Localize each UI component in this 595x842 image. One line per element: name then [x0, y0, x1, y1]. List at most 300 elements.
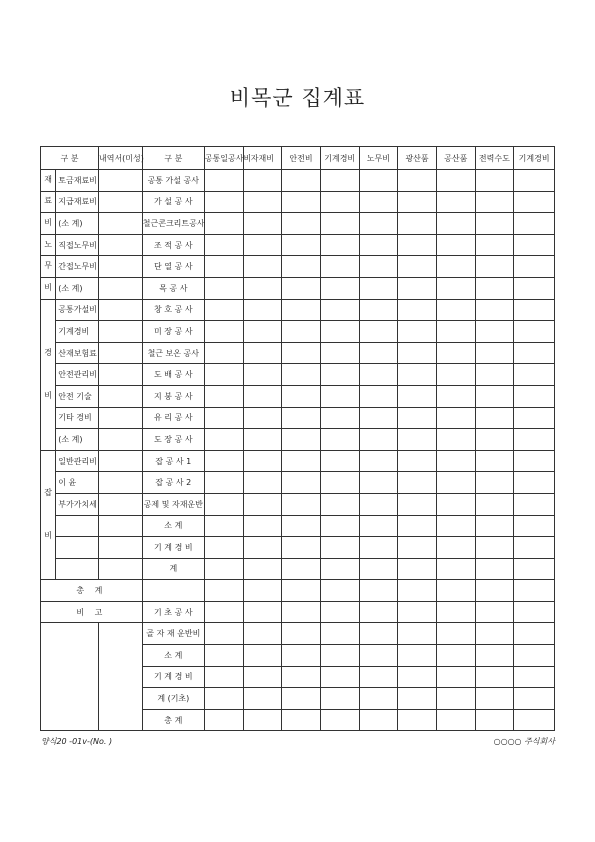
bigo-blank-mid	[99, 623, 143, 731]
value-cell	[204, 277, 243, 299]
group-char: 경	[44, 347, 52, 357]
left-item: (소 계)	[56, 429, 99, 451]
group-char: 비	[44, 390, 52, 400]
value-cell	[204, 407, 243, 429]
value-cell	[475, 472, 514, 494]
value-cell	[398, 234, 437, 256]
value-cell	[243, 299, 282, 321]
bigo-item: 총 계	[142, 709, 204, 731]
value-cell	[282, 277, 321, 299]
value-cell	[359, 580, 398, 602]
value-cell	[243, 450, 282, 472]
value-cell	[243, 623, 282, 645]
value-cell	[359, 321, 398, 343]
header-col: 자재비	[243, 147, 282, 170]
header-col: 광산품	[398, 147, 437, 170]
value-cell	[282, 601, 321, 623]
bigo-row	[41, 623, 555, 645]
left-item: 지급재료비	[56, 191, 99, 213]
table-row	[41, 299, 555, 321]
naeyeok-cell	[99, 277, 143, 299]
value-cell	[514, 666, 555, 688]
value-cell	[320, 429, 359, 451]
value-cell	[243, 170, 282, 192]
value-cell	[204, 688, 243, 710]
value-cell	[398, 277, 437, 299]
value-cell	[320, 688, 359, 710]
value-cell	[514, 213, 555, 235]
value-cell	[514, 709, 555, 731]
value-cell	[436, 364, 475, 386]
naeyeok-cell	[99, 364, 143, 386]
value-cell	[282, 299, 321, 321]
naeyeok-cell	[99, 493, 143, 515]
value-cell	[514, 407, 555, 429]
value-cell	[243, 558, 282, 580]
left-item: 안전관리비	[56, 364, 99, 386]
value-cell	[320, 213, 359, 235]
value-cell	[475, 493, 514, 515]
value-cell	[436, 645, 475, 667]
value-cell	[398, 666, 437, 688]
left-item: (소 계)	[56, 277, 99, 299]
value-cell	[514, 472, 555, 494]
value-cell	[436, 515, 475, 537]
left-item: 안전 기술	[56, 385, 99, 407]
value-cell	[359, 601, 398, 623]
value-cell	[204, 537, 243, 559]
value-cell	[359, 688, 398, 710]
value-cell	[282, 623, 321, 645]
value-cell	[398, 515, 437, 537]
right-item: 철근콘크리트공사	[142, 213, 204, 235]
value-cell	[243, 213, 282, 235]
bigo-item: 기 계 경 비	[142, 666, 204, 688]
value-cell	[243, 364, 282, 386]
value-cell	[398, 407, 437, 429]
value-cell	[320, 364, 359, 386]
value-cell	[359, 709, 398, 731]
value-cell	[243, 429, 282, 451]
value-cell	[359, 450, 398, 472]
page-title: 비목군 집계표	[229, 86, 366, 110]
header-col: 기계경비	[320, 147, 359, 170]
company-name: ○○○○ 주식회사	[493, 737, 555, 746]
value-cell	[204, 342, 243, 364]
value-cell	[282, 558, 321, 580]
table-row	[41, 213, 555, 235]
value-cell	[475, 342, 514, 364]
group-char: 비	[44, 531, 52, 540]
bigo-item: 계 (기초)	[142, 688, 204, 710]
table-row	[41, 277, 555, 299]
naeyeok-cell	[99, 558, 143, 580]
value-cell	[204, 515, 243, 537]
table-row	[41, 385, 555, 407]
group-label: 비	[41, 277, 56, 299]
value-cell	[398, 493, 437, 515]
naeyeok-cell	[99, 407, 143, 429]
naeyeok-cell	[99, 429, 143, 451]
value-cell	[282, 580, 321, 602]
naeyeok-cell	[99, 515, 143, 537]
right-item: 유 리 공 사	[142, 407, 204, 429]
value-cell	[243, 234, 282, 256]
value-cell	[475, 515, 514, 537]
value-cell	[320, 256, 359, 278]
value-cell	[204, 709, 243, 731]
value-cell	[436, 537, 475, 559]
group-char: 잡	[44, 488, 52, 498]
value-cell	[475, 299, 514, 321]
value-cell	[436, 256, 475, 278]
value-cell	[475, 234, 514, 256]
value-cell	[204, 321, 243, 343]
value-cell	[320, 580, 359, 602]
left-item: (소 계)	[56, 213, 99, 235]
naeyeok-cell	[99, 256, 143, 278]
value-cell	[475, 450, 514, 472]
value-cell	[282, 364, 321, 386]
table-row	[41, 170, 555, 192]
value-cell	[282, 493, 321, 515]
value-cell	[398, 688, 437, 710]
naeyeok-cell	[99, 170, 143, 192]
value-cell	[282, 407, 321, 429]
value-cell	[243, 580, 282, 602]
header-col: 기계경비	[514, 147, 555, 170]
value-cell	[243, 515, 282, 537]
left-item: 부가가치세	[56, 493, 99, 515]
value-cell	[475, 429, 514, 451]
value-cell	[436, 234, 475, 256]
value-cell	[398, 256, 437, 278]
value-cell	[204, 170, 243, 192]
value-cell	[204, 450, 243, 472]
value-cell	[359, 623, 398, 645]
header-col: 공산품	[436, 147, 475, 170]
value-cell	[320, 472, 359, 494]
table-row	[41, 472, 555, 494]
value-cell	[475, 256, 514, 278]
value-cell	[436, 299, 475, 321]
table-row	[41, 407, 555, 429]
value-cell	[282, 450, 321, 472]
value-cell	[436, 666, 475, 688]
value-cell	[243, 709, 282, 731]
value-cell	[243, 321, 282, 343]
bigo-label: 비 고	[41, 601, 143, 623]
value-cell	[475, 580, 514, 602]
total-label: 총 계	[41, 580, 143, 602]
value-cell	[243, 493, 282, 515]
table-row	[41, 493, 555, 515]
header-gubun: 구 분	[41, 147, 99, 170]
value-cell	[243, 472, 282, 494]
bigo-blank-left	[41, 623, 99, 731]
value-cell	[436, 709, 475, 731]
left-item-empty	[56, 515, 99, 537]
value-cell	[243, 277, 282, 299]
value-cell	[359, 213, 398, 235]
value-cell	[204, 364, 243, 386]
right-item: 도 배 공 사	[142, 364, 204, 386]
header-naeyeok: 내역서(미성)	[99, 147, 143, 170]
left-item-empty	[56, 537, 99, 559]
value-cell	[282, 645, 321, 667]
value-cell	[243, 342, 282, 364]
right-item: 창 호 공 사	[142, 299, 204, 321]
value-cell	[398, 213, 437, 235]
value-cell	[204, 580, 243, 602]
value-cell	[514, 299, 555, 321]
table-row	[41, 515, 555, 537]
value-cell	[436, 191, 475, 213]
value-cell	[359, 429, 398, 451]
value-cell	[359, 407, 398, 429]
value-cell	[320, 299, 359, 321]
value-cell	[475, 537, 514, 559]
value-cell	[359, 537, 398, 559]
value-cell	[320, 342, 359, 364]
value-cell	[243, 537, 282, 559]
naeyeok-cell	[99, 213, 143, 235]
left-item: 공통가설비	[56, 299, 99, 321]
value-cell	[514, 537, 555, 559]
header-col: 안전비	[282, 147, 321, 170]
value-cell	[359, 515, 398, 537]
value-cell	[320, 645, 359, 667]
value-cell	[398, 299, 437, 321]
value-cell	[475, 321, 514, 343]
value-cell	[282, 472, 321, 494]
value-cell	[514, 321, 555, 343]
table-row	[41, 364, 555, 386]
value-cell	[436, 321, 475, 343]
value-cell	[204, 601, 243, 623]
value-cell	[475, 709, 514, 731]
right-item: 단 열 공 사	[142, 256, 204, 278]
right-item: 지 붕 공 사	[142, 385, 204, 407]
right-item: 도 장 공 사	[142, 429, 204, 451]
bigo-item: 소 계	[142, 645, 204, 667]
value-cell	[436, 429, 475, 451]
table-row	[41, 234, 555, 256]
group-label: 무	[41, 256, 56, 278]
value-cell	[282, 385, 321, 407]
value-cell	[282, 256, 321, 278]
value-cell	[514, 364, 555, 386]
value-cell	[514, 256, 555, 278]
table-row	[41, 537, 555, 559]
bigo-item: 기 초 공 사	[142, 601, 204, 623]
left-item: 토금재료비	[56, 170, 99, 192]
value-cell	[204, 429, 243, 451]
left-item: 이 윤	[56, 472, 99, 494]
naeyeok-cell	[99, 472, 143, 494]
value-cell	[475, 688, 514, 710]
value-cell	[320, 191, 359, 213]
value-cell	[514, 688, 555, 710]
value-cell	[282, 429, 321, 451]
value-cell	[436, 170, 475, 192]
value-cell	[398, 191, 437, 213]
value-cell	[436, 688, 475, 710]
group-label-jabbi	[41, 450, 56, 580]
naeyeok-cell	[99, 450, 143, 472]
value-cell	[475, 623, 514, 645]
value-cell	[282, 234, 321, 256]
value-cell	[475, 407, 514, 429]
value-cell	[475, 213, 514, 235]
value-cell	[359, 493, 398, 515]
value-cell	[320, 493, 359, 515]
value-cell	[204, 385, 243, 407]
value-cell	[320, 450, 359, 472]
left-item: 산재보험료	[56, 342, 99, 364]
value-cell	[204, 472, 243, 494]
value-cell	[359, 472, 398, 494]
value-cell	[514, 170, 555, 192]
value-cell	[320, 407, 359, 429]
value-cell	[320, 515, 359, 537]
table-row	[41, 450, 555, 472]
value-cell	[282, 170, 321, 192]
value-cell	[320, 277, 359, 299]
value-cell	[320, 537, 359, 559]
value-cell	[475, 191, 514, 213]
value-cell	[204, 493, 243, 515]
right-item: 공제 및 자재운반	[142, 493, 204, 515]
naeyeok-cell	[99, 299, 143, 321]
value-cell	[398, 321, 437, 343]
value-cell	[436, 450, 475, 472]
value-cell	[514, 191, 555, 213]
value-cell	[398, 342, 437, 364]
value-cell	[514, 558, 555, 580]
value-cell	[475, 645, 514, 667]
value-cell	[359, 234, 398, 256]
value-cell	[436, 493, 475, 515]
right-item: 미 장 공 사	[142, 321, 204, 343]
header-col: 공통일공사비	[204, 147, 243, 170]
value-cell	[204, 191, 243, 213]
left-item: 간접노무비	[56, 256, 99, 278]
value-cell	[320, 170, 359, 192]
total-row	[41, 580, 555, 602]
header-gubun-2: 구 분	[142, 147, 204, 170]
value-cell	[320, 234, 359, 256]
value-cell	[320, 623, 359, 645]
table-row	[41, 429, 555, 451]
value-cell	[514, 580, 555, 602]
left-item-empty	[56, 558, 99, 580]
value-cell	[359, 299, 398, 321]
group-label: 노	[41, 234, 56, 256]
value-cell	[243, 385, 282, 407]
bigo-row	[41, 601, 555, 623]
right-item-empty	[142, 580, 204, 602]
value-cell	[475, 601, 514, 623]
naeyeok-cell	[99, 385, 143, 407]
value-cell	[398, 709, 437, 731]
form-number: 양식20 -01v-(No. )	[41, 737, 113, 746]
value-cell	[398, 170, 437, 192]
value-cell	[204, 256, 243, 278]
value-cell	[475, 558, 514, 580]
table-body	[41, 147, 555, 731]
group-label-gyeongbi	[41, 299, 56, 450]
value-cell	[436, 407, 475, 429]
value-cell	[514, 342, 555, 364]
value-cell	[204, 666, 243, 688]
value-cell	[398, 558, 437, 580]
value-cell	[398, 450, 437, 472]
value-cell	[243, 601, 282, 623]
value-cell	[475, 277, 514, 299]
table-row	[41, 256, 555, 278]
value-cell	[436, 601, 475, 623]
value-cell	[243, 645, 282, 667]
value-cell	[436, 385, 475, 407]
value-cell	[436, 342, 475, 364]
right-item: 계	[142, 558, 204, 580]
right-item: 목 공 사	[142, 277, 204, 299]
right-item: 조 적 공 사	[142, 234, 204, 256]
value-cell	[282, 213, 321, 235]
value-cell	[282, 515, 321, 537]
value-cell	[398, 429, 437, 451]
right-item: 철근 보온 공사	[142, 342, 204, 364]
right-item: 가 설 공 사	[142, 191, 204, 213]
table-row	[41, 191, 555, 213]
value-cell	[398, 385, 437, 407]
value-cell	[514, 515, 555, 537]
value-cell	[243, 191, 282, 213]
value-cell	[436, 623, 475, 645]
value-cell	[475, 666, 514, 688]
value-cell	[514, 429, 555, 451]
bigo-item: 골 자 재 운반비	[142, 623, 204, 645]
value-cell	[320, 601, 359, 623]
value-cell	[359, 666, 398, 688]
value-cell	[514, 645, 555, 667]
table-row	[41, 558, 555, 580]
group-label: 비	[41, 213, 56, 235]
value-cell	[359, 342, 398, 364]
summary-table	[40, 146, 555, 731]
value-cell	[204, 299, 243, 321]
value-cell	[514, 493, 555, 515]
value-cell	[359, 364, 398, 386]
value-cell	[204, 558, 243, 580]
left-item: 기계경비	[56, 321, 99, 343]
naeyeok-cell	[99, 342, 143, 364]
value-cell	[282, 709, 321, 731]
value-cell	[320, 666, 359, 688]
value-cell	[282, 342, 321, 364]
right-item: 잡 공 사 2	[142, 472, 204, 494]
value-cell	[398, 645, 437, 667]
value-cell	[320, 558, 359, 580]
value-cell	[398, 601, 437, 623]
naeyeok-cell	[99, 537, 143, 559]
value-cell	[204, 213, 243, 235]
value-cell	[243, 688, 282, 710]
value-cell	[282, 537, 321, 559]
right-item: 공통 가설 공사	[142, 170, 204, 192]
group-label: 재	[41, 170, 56, 192]
